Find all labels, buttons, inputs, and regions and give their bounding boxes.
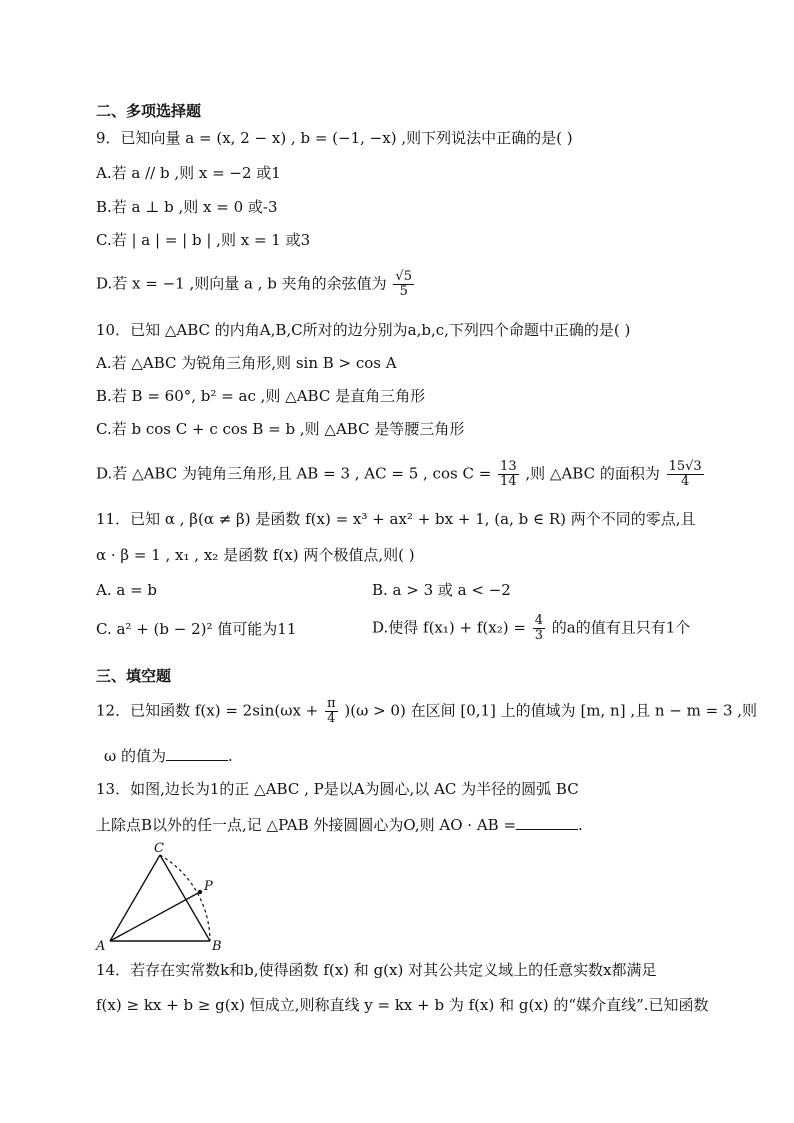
q10-stem: 10．已知 △ABC 的内角A,B,C所对的边分别为a,b,c,下列四个命题中正确的是( ) bbox=[96, 321, 631, 339]
q11-d-numerator: 4 bbox=[534, 613, 543, 628]
q9-stem: 9．已知向量 a = (x, 2 − x) , b = (−1, −x) ,则下列说法中正确的是( ) bbox=[96, 129, 573, 147]
section-3-title: 三、填空题 bbox=[96, 667, 172, 685]
label-a: A bbox=[96, 939, 106, 954]
q9-option-c: C.若 | a | = | b | ,则 x = 1 或3 bbox=[96, 231, 311, 249]
q10-option-d-mid: ,则 △ABC 的面积为 bbox=[525, 464, 660, 483]
q13-line2 bbox=[96, 815, 583, 835]
q13-figure bbox=[92, 842, 232, 956]
q10-area-fraction bbox=[667, 460, 704, 489]
segment-bc bbox=[160, 855, 210, 941]
q11-stem-line2: α · β = 1 , x₁ , x₂ 是函数 f(x) 两个极值点,则( ) bbox=[96, 546, 415, 564]
q10-option-c: C.若 b cos C + c cos B = b ,则 △ABC 是等腰三角形 bbox=[96, 420, 465, 438]
q14-line2: f(x) ≥ kx + b ≥ g(x) 恒成立,则称直线 y = kx + b 为 f(x) 和 g(x) 的“媒介直线”.已知函数 bbox=[96, 996, 709, 1014]
q12-line2-end: . bbox=[228, 747, 233, 765]
q10-option-a: A.若 △ABC 为锐角三角形,则 sin B > cos A bbox=[96, 354, 397, 372]
q9-d-numerator: √5 bbox=[395, 269, 412, 284]
label-c: C bbox=[154, 842, 164, 856]
q9-option-d bbox=[96, 270, 416, 299]
label-p: P bbox=[204, 879, 213, 894]
q12-answer-blank bbox=[166, 746, 228, 761]
q10-cos-denominator: 14 bbox=[500, 474, 517, 489]
q12-line1-suffix: )(ω > 0) 在区间 [0,1] 上的值域为 [m, n] ,且 n − m = 3 ,则 bbox=[344, 701, 758, 720]
label-b: B bbox=[212, 939, 222, 954]
q10-option-b: B.若 B = 60°, b² = ac ,则 △ABC 是直角三角形 bbox=[96, 387, 426, 405]
q10-option-d-text: D.若 △ABC 为钝角三角形,且 AB = 3 , AC = 5 , cos C = bbox=[96, 464, 492, 483]
q11-option-b: B. a > 3 或 a < −2 bbox=[372, 581, 511, 599]
q11-option-c: C. a² + (b − 2)² 值可能为11 bbox=[96, 620, 297, 638]
q11-option-d bbox=[372, 614, 690, 643]
q11-d-denominator: 3 bbox=[534, 628, 543, 643]
q10-cos-numerator: 13 bbox=[500, 459, 517, 474]
q9-option-d-fraction bbox=[393, 270, 414, 299]
q11-option-d-text: D.使得 f(x₁) + f(x₂) = bbox=[372, 618, 526, 637]
q9-option-b: B.若 a ⊥ b ,则 x = 0 或-3 bbox=[96, 198, 278, 216]
q9-option-a: A.若 a // b ,则 x = −2 或1 bbox=[96, 164, 281, 182]
q10-cos-fraction bbox=[498, 460, 519, 489]
q12-line2 bbox=[104, 746, 233, 766]
q12-pi-fraction bbox=[325, 697, 338, 726]
q9-d-denominator: 5 bbox=[399, 284, 408, 299]
q11-option-a: A. a = b bbox=[96, 581, 158, 599]
point-p bbox=[198, 890, 202, 894]
section-2-title: 二、多项选择题 bbox=[96, 102, 202, 120]
q10-area-numerator: 15√3 bbox=[668, 459, 702, 474]
q11-stem-line1: 11．已知 α , β(α ≠ β) 是函数 f(x) = x³ + ax² + bx + 1, (a, b ∈ R) 两个不同的零点,且 bbox=[96, 510, 696, 528]
q13-line2-end: . bbox=[578, 816, 583, 834]
q12-line2-text: ω 的值为 bbox=[104, 747, 166, 765]
q9-option-d-text: D.若 x = −1 ,则向量 a , b 夹角的余弦值为 bbox=[96, 274, 387, 293]
q14-line1: 14．若存在实常数k和b,使得函数 f(x) 和 g(x) 对其公共定义域上的任意实数x都满足 bbox=[96, 961, 657, 979]
q13-answer-blank bbox=[516, 815, 578, 830]
q10-option-d bbox=[96, 460, 706, 489]
q11-option-d-suffix: 的a的值有且只有1个 bbox=[551, 618, 691, 637]
q13-line2-text: 上除点B以外的任一点,记 △PAB 外接圆圆心为O,则 AO · AB = bbox=[96, 816, 517, 834]
q12-pi-numerator: π bbox=[327, 696, 336, 711]
q11-d-fraction bbox=[533, 614, 545, 643]
q13-line1: 13．如图,边长为1的正 △ABC , P是以A为圆心,以 AC 为半径的圆弧 BC bbox=[96, 780, 579, 798]
q12-line1 bbox=[96, 697, 757, 726]
q12-pi-denominator: 4 bbox=[327, 711, 336, 726]
q10-area-denominator: 4 bbox=[681, 474, 690, 489]
q12-line1-prefix: 12．已知函数 f(x) = 2sin(ωx + bbox=[96, 701, 319, 720]
